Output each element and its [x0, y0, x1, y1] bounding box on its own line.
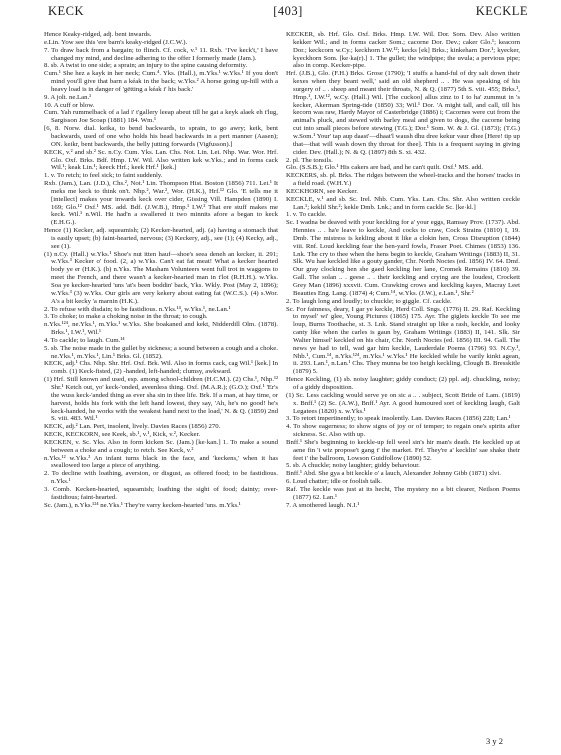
header-left-headword: KECK [48, 4, 85, 18]
dictionary-paragraph: Cum. Yah rummelback of a lad i' t'gallery leeap abeut till he gat a keyk alaek eh t'lug, Sargisson Joe Scoap (1881) 184. Wm.¹ [44, 109, 278, 125]
dictionary-paragraph: 3. Comb. Kecken-hearted, squeamish; loathing the sight of food; dainty; over-fastidious; faint-hearted. [44, 485, 278, 501]
dictionary-paragraph: KECKERS, sb. pl. Brks. The ridges between the wheel-tracks and the horses' tracks in a field road. (W.H.Y.) [286, 172, 520, 188]
dictionary-paragraph: n.Yks.¹² w.Yks.³ An infant turns black in the face, and 'keckens,' when it has swallowed too large a piece of anything. [44, 454, 278, 470]
right-column [286, 31, 520, 509]
dictionary-paragraph: Sc. (Jam.), n.Yks.¹²⁴ ne.Yks.¹ They're varry kecken-hearted 'uns. m.Yks.¹ [44, 501, 241, 509]
dictionary-paragraph: [6, 8. Norw. dial. keika, to bend backwards, to sprain, to go awry; keik, bent backwards, used of one who holds his head backwards in a pert manner (Aasen); ON. keikr, bent backwards, the belly jutting forwards (Vigfusson).] [44, 125, 278, 148]
dictionary-paragraph: 8. sb. A twist to one side; a sprain; an injury to the spine causing deformity. [44, 62, 248, 70]
dictionary-paragraph: 9. A jolt. ne.Lan.¹ [44, 93, 92, 101]
dictionary-paragraph: (1) n.Cy. (Hall.) w.Yks.¹ Shoe's nut itten hauf—shoe's seea deneh an kecker, ii. 291; w.Yks.³ Kecker o' food. (2, a) w.Yks. Can't eat fat meat! What a kecker hearted body ye er (H.K.). (b) n.Yks. The Masham Volunteers went full trot in waggons to meet the French, and there wasn't a kecker-hearted man in t'lot (R.H.H.). w.Yks. Soa ye kecker-hearted 'uns 'at's been boddin' back, Yks. Wkly. Post (May 2, 1896); w.Yks.³ (3) w.Yks. Our girls are very kekery about eating fat (W.C.S.). (4) s.Wor. A's a bit kecky 'a marnin (H.K.). [44, 250, 278, 305]
dictionary-paragraph: KECK, adj.² Lan. Pert, insolent, lively. Davies Races (1856) 270. [44, 423, 221, 431]
dictionary-paragraph: 3. To retort impertinently; to speak insolently. Lan. Davies Races (1856) 228; Lan.¹ [286, 415, 511, 423]
left-column [44, 31, 278, 509]
dictionary-paragraph: 10. A cuff or blow. [44, 101, 95, 109]
dictionary-paragraph: Sc. For fainness, deary, I gar ye keckle, Herd Coll. Sngs. (1776) II. 29. Raf. Keckling to mysel' wi' glee, Young Pictures (1865) 175. Ayr. The giglets keckle To see me loup, Burns Toothache, st. 3. Lnk. Stand straight up like a rash, keckle, and looky canty like when the carles is gaun by, Graham Writings (1883) II, 141. Slk. Sir Walter himsel' keckled on his chair, Chr. North Noctes (ed. 1856) III. 94. Gall. The news ye had to tell, wad gar him keckle, Lauderdale Poems (1796) 93. N.Cy.¹, Nhb.¹, Cum.¹⁴, n.Yks.¹²⁴, m.Yks.¹ w.Yks.¹ He keckled while he varily kinkt agean, ii. 293. Lan.¹, n.Lan.¹ Chs. They munna be too heigh keckling, Clough B. Bresskitle (1879) 5. [286, 305, 520, 376]
dictionary-paragraph: Bnff.¹ She's beginning to keckle-up fell weel sin's hir man's death. He keckled up at aene fin 'i wiz propose't gang t' the market. Frf. They're a' kecklin' sae shake their feet i' the ballroom, Lowson Guidfollow (1890) 52. [286, 438, 520, 462]
dictionary-paragraph: e.Lin. Yow see this 'ere barn's keaky-ridged (J.C.W.). [44, 38, 188, 46]
dictionary-paragraph: Hence Keaky-ridged, adj. bent inwards. [44, 31, 152, 38]
dictionary-paragraph: 7. A smothered laugh. N.I.¹ [286, 501, 360, 509]
dictionary-paragraph: (1) Hrf. Still known and used, esp. among school-children (H.C.M.). (2) Chs.¹, Nhp.¹² Shr.¹ Ketch out, yo' keck-'onded, aveenless thing. Oxf. (M.A.R.); (G.O.); Oxf.¹ 'Er's the wuss keck-'anded thing as ever sha sin in thee life. Brk. If a man, at hay time, or harvest, holds his fork with the left hand lowest, they say, 'Ah, he's no good! he's keck-handed, he works with the weakest hand next to the load,' N. & Q. (1859) 2nd S. viii. 483. Wil.¹ [44, 376, 278, 423]
page-number: [403] [273, 4, 303, 18]
dictionary-paragraph: Rxb. (Jam.), Lan. (J.D.), Chs.², Not.¹ Lin. Thompson Hist. Boston (1856) 711. Lei.¹ It meks me keck to think on't. Nhp.², War.², Wor. (H.K.), Hrf.¹² Glo. 'E tells me it [intellect] makes your inwards keck over cider, Gissing Vill. Hampden (1890) I. 169; Glo.¹² Oxf.¹ MS. add. Bdf. (J.W.B.), Hmp.¹ I.W.² That ere stuff makes me keck. Wil.¹ n.Wil. He had'n a swallered it two minnits afore a began to keck (E.H.G.). [44, 180, 278, 227]
dictionary-paragraph: Glo. (S.S.B.); Glo.¹ His cakers are bad, and he can't quilt. Oxf.¹ MS. add. [286, 164, 484, 172]
dictionary-paragraph: KECK, KECKORN, see Keek, sb.¹, v.¹, Kick, v.², Kecker. [44, 431, 201, 439]
dictionary-paragraph: 1. v. To retch; to feel sick; to faint suddenly. [44, 172, 163, 180]
dictionary-paragraph: Sc. I wadna be deaved with your keckling for a' your eggs, Ramsay Prov. (1737). Abd. Hennies .. . ha'e leave to keckle, And cocks to craw, Cock Strains (1810) I, 19. Dmb. The mistress is kekling about it like a clokin hen, Cross Disruption (1844) viii. Rnf. Loud keckling fear the hen-yard fowls, Fraser Poet. Chimes (1853) 136. Lnk. The cry to thee when the hens begin to keckle, Graham Writings (1883) II, 31. Slk. Wu hae keckled like a gouty gander, Chr. North Noctes (ed. 1856) IV. 64. Dmf. Our gray clocking hen she gaed keckling her lane, Cromek Remains (1810) 39. Gall. The solan .. . geese .. . their keckling and crying are the loudest, Crockett Grey Man (1896) xxxvii. Cum. Crawking crows and keckling kayes, Macray Leet Beauties Eng. Lang. (1874) 4; Cum.¹⁴, w.Yks. (J.W.), e.Lan.¹, Shr.² [286, 219, 520, 297]
page-header [48, 4, 528, 24]
dictionary-paragraph: 6. Loud chatter; idle or foolish talk. [286, 478, 382, 486]
dictionary-paragraph: 3. To choke; to make a choking noise in the throat; to cough. [44, 313, 208, 321]
dictionary-paragraph: 1. v. To cackle. [286, 211, 327, 219]
dictionary-paragraph: Raf. The keckle was just at its hecht, The mystery no a bit clearer, Neilson Poems (1877) 62. Lan.¹ [286, 485, 520, 501]
dictionary-paragraph: 4. To show eagerness; to show signs of joy or of temper; to regain one's spirits after sickness. Sc. Also with up. [286, 423, 520, 439]
header-right-headword: KECKLE [475, 4, 528, 18]
dictionary-paragraph: 4. To cackle; to laugh. Cum.¹⁴ [44, 336, 125, 344]
dictionary-paragraph: (1) Sc. Less cackling would serve ye on sic a .. . subject, Scott Bride of Lam. (1819) x. Bnff.¹ (2) Sc. (A.W.), Bnff.¹ Ayr. A good humoured sort of keckling laugh, Galt Legatees (1820) x. w.Yks.¹ [286, 391, 520, 415]
dictionary-paragraph: Hence Keckling, (1) sb. noisy laughter; giddy conduct; (2) ppl. adj. chuckling, noisy; of a giddy disposition. [286, 376, 520, 391]
dictionary-paragraph: KECKHORN, see Kecker. [286, 187, 358, 195]
dictionary-paragraph: Hrf. (J.B.), Glo. (F.H.) Brks. Grose (1790); 'I stuffs a hand-ful of dry salt down their kexes when they beant well,' said an old shepherd .. . He was speaking of his surgery of .. . sheep and meant their throats, N. & Q. (1877) 5th S. viii. 455; Brks.¹, Hmp.¹, I.W.¹², w.Cy. (Hall.) Wil. [The cuckoo] allus zinz to I to ha' zummut in 's kecker, Akerman Spring-tide (1850) 33; Wil.¹ Dor. 'A might tall, and call, till his kecorn was raw, Hardy Mayor of Casterbridge (1886) i; Cacornes were cut from the animal's pluck, and stewed with barley meal and given to dogs, the cacorne being cut into small pieces before stewing (T.G.); Dor.¹ Som. W. & J. Gl. (1873); (T.G.) w.Som.¹ Your' tap aup daast'—dhaat'l waush dhu dree kekur vaur dhee [Here! tip up that—that will wash down thy throat for thee]. This is a frequent saying in giving cider. Dev. (Hall.); N. & Q. (1897) 8th S. xi. 432. [286, 70, 520, 156]
dictionary-paragraph: 2. pl. The tonsils. [286, 156, 333, 164]
dictionary-paragraph: Hence (1) Kecker, adj. squeamish; (2) Kecker-hearted, adj. (a) having a stomach that is easily upset; (b) faint-hearted, nervous; (3) Keckery, adj., see (1); (4) Kecky, adj., see (1). [44, 227, 278, 250]
dictionary-paragraph: KECKLE, v.¹ and sb. Sc. Irel. Nhb. Cum. Yks. Lan. Chs. Shr. Also written ceckle Lan.¹; keklil Shr.²; kekle Dmb. Lnk.; and in form cackle Sc. [ke·kl.] [286, 195, 520, 211]
dictionary-paragraph: KECKER, sb. Hrf. Glo. Oxf. Brks. Hmp. I.W. Wil. Dor. Som. Dev. Also written kekker Wil.; and in forms cacker Som.; cacorne Dor. Dev.; caker Glo.¹; keacorn Dor.; keckcorn w.Cy.; keckhorn I.W.¹²; kecks [ek] Brks.; kinkeharn Dor.¹; kyecker, kyeckhorn Som. [ke·ka(r).] 1. The gullet; the windpipe; the uvula; a pervious pipe; also in comp. Kecker-pipe. [286, 31, 520, 70]
dictionary-paragraph: KECK, v.² and sb.² Sc. n.Cy. Cum. Yks. Lan. Chs. Not. Lin. Lei. Nhp. War. Wor. Hrf. Glo. Oxf. Brks. Bdf. Hmp. I.W. Wil. Also written kek w.Yks.; and in forms cack Wil.¹; keak Lin.¹; keeck Hrf.; keek Hrf.¹ [kek.] [44, 148, 278, 172]
dictionary-paragraph: 5. sb. A chuckle; noisy laughter; giddy behaviour. [286, 462, 420, 470]
dictionary-paragraph: KECKEN, v. Sc. Yks. Also in form kicken Sc. (Jam.) [ke·kan.] 1. To make a sound between a choke and a cough; to retch. See Keck, v.² [44, 438, 278, 454]
dictionary-paragraph: 2. To laugh long and loudly; to chuckle; to giggle. Cf. cackle. [286, 297, 452, 305]
dictionary-paragraph: 2. To refuse with disdain; to be fastidious. n.Yks.¹⁴, w.Yks.¹, ne.Lan.¹ [44, 305, 231, 313]
dictionary-paragraph: n.Yks.¹²⁴, ne.Yks.¹, m.Yks.¹ w.Yks. She boakaned and kekt, Nidderdill Olm. (1878). Brks.¹, I.W.¹, Wil.¹ [44, 321, 278, 337]
dictionary-paragraph: 2. To decline with loathing, aversion, or disgust, as offered food; to be fastidious. n.Yks.¹ [44, 470, 278, 486]
dictionary-paragraph: Bnff.¹ Abd. She gya a bit keckle o' a lauch, Alexander Johnny Gibb (1871) xlvi. [286, 470, 501, 478]
dictionary-paragraph: 7. To draw back from a bargain; to flinch. Cf. cock, v.¹ 11. Rxb. ‘I've keck't,’ I have changed my mind, and decline adhering to the offer I formerly made (Jam.). [44, 46, 278, 62]
dictionary-paragraph: 5. sb. The noise made in the gullet by sickness; a sound between a cough and a choke. ne.Yks.¹, m.Yks.¹, Lin.¹ Brks. Gl. (1852). [44, 344, 278, 360]
dictionary-paragraph: KECK, adj.¹ Chs. Nhp. Shr. Hrf. Oxf. Brk. Wil. Also in forms cack, cag Wil.¹ [kek.] In comb. (1) Keck-fisted, (2) -handed, left-handed; clumsy, awkward. [44, 360, 278, 376]
signature-mark: 3 y 2 [486, 736, 503, 746]
dictionary-paragraph: Cum.¹ She hez a kayk in her neck; Cum.⁴. Yks. (Hall.), m.Yks.¹ w.Yks.¹ If you don't mind you'll give that barn a kéak in the back; w.Yks.² A horse going up-hill with a heavy load is in danger of 'gëtting a kéak i' his back.' [44, 70, 278, 93]
